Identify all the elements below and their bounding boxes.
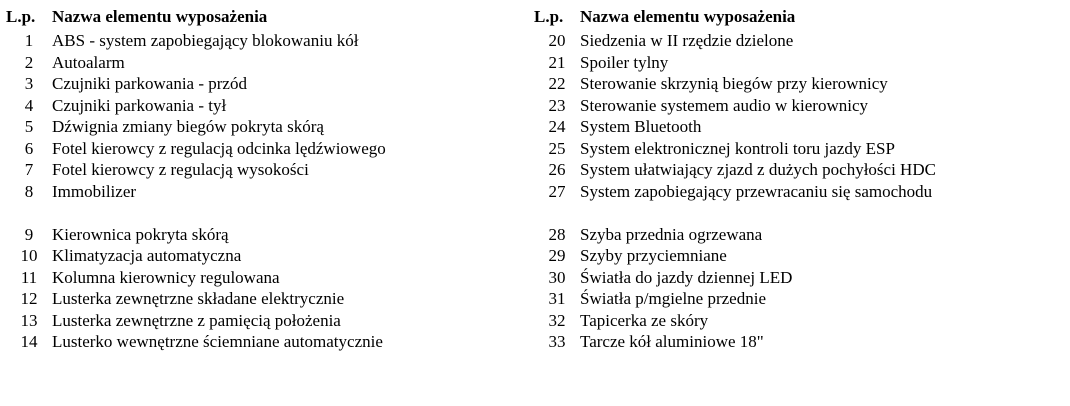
table-row [534, 267, 1064, 289]
name-cell: Sterowanie skrzynią biegów przy kierownicy [580, 74, 888, 93]
lp-cell: 32 [548, 310, 566, 330]
name-cell: Tapicerka ze skóry [580, 310, 709, 330]
name-cell: Lusterko wewnętrzne ściemniane automatycznie [52, 332, 383, 351]
equipment-table-right [534, 6, 1064, 353]
table-row [6, 310, 526, 332]
table-row [6, 288, 526, 310]
table-row [6, 52, 526, 74]
name-cell: Sterowanie systemem audio w kierownicy [580, 95, 868, 115]
name-cell: Światła do jazdy dziennej LED [580, 267, 793, 287]
lp-cell: 25 [548, 138, 566, 158]
lp-header: L.p. [534, 7, 564, 26]
lp-cell: 11 [20, 267, 38, 287]
name-cell: Kolumna kierownicy regulowana [52, 267, 280, 287]
table-row [534, 245, 1064, 267]
table-row [534, 331, 1064, 353]
lp-cell: 10 [20, 246, 38, 265]
lp-cell: 28 [548, 224, 566, 244]
table-row [534, 30, 1064, 52]
lp-cell: 30 [548, 267, 566, 287]
name-cell: Spoiler tylny [580, 52, 669, 72]
lp-cell: 2 [24, 52, 34, 72]
table-header-row [534, 6, 1064, 30]
lp-cell: 8 [24, 181, 34, 201]
table-row [534, 181, 1064, 224]
table-row [534, 224, 1064, 246]
table-row [534, 159, 1064, 181]
lp-cell: 5 [24, 117, 34, 136]
name-cell: Szyba przednia ogrzewana [580, 224, 763, 244]
table-row [6, 159, 526, 181]
lp-cell: 4 [24, 95, 34, 115]
table-row [534, 138, 1064, 160]
name-cell: Fotel kierowcy z regulacją odcinka lędźwiowego [52, 138, 386, 158]
name-cell: Fotel kierowcy z regulacją wysokości [52, 160, 309, 179]
name-cell: Czujniki parkowania - przód [52, 74, 247, 93]
table-row [6, 331, 526, 353]
lp-cell: 33 [548, 332, 566, 351]
lp-cell: 14 [20, 332, 38, 351]
table-row [6, 224, 526, 246]
lp-cell: 3 [24, 74, 34, 93]
name-cell: Lusterka zewnętrzne z pamięcią położenia [52, 310, 341, 330]
lp-cell: 22 [548, 74, 566, 93]
lp-cell: 9 [24, 224, 34, 244]
name-cell: Dźwignia zmiany biegów pokryta skórą [52, 117, 324, 136]
lp-cell: 24 [548, 117, 566, 136]
table-row [534, 52, 1064, 74]
lp-cell: 20 [548, 31, 566, 50]
lp-cell: 6 [24, 138, 34, 158]
lp-cell: 29 [548, 246, 566, 265]
lp-cell: 12 [20, 289, 38, 308]
name-cell: Siedzenia w II rzędzie dzielone [580, 31, 794, 50]
name-cell: Czujniki parkowania - tył [52, 95, 227, 115]
name-cell: Światła p/mgielne przednie [580, 289, 766, 308]
lp-header: L.p. [6, 7, 36, 26]
equipment-table-left [6, 6, 526, 353]
name-cell: Kierownica pokryta skórą [52, 224, 229, 244]
name-cell: ABS - system zapobiegający blokowaniu kół [52, 31, 359, 50]
name-cell: Immobilizer [52, 181, 137, 201]
lp-cell: 1 [24, 31, 34, 50]
table-row [6, 267, 526, 289]
table-row [6, 138, 526, 160]
table-row [6, 245, 526, 267]
name-header: Nazwa elementu wyposażenia [52, 7, 268, 26]
lp-cell: 31 [548, 289, 566, 308]
lp-cell: 21 [548, 52, 566, 72]
table-row [6, 181, 526, 224]
lp-cell: 13 [20, 310, 38, 330]
table-row [6, 116, 526, 138]
table-row [534, 95, 1064, 117]
table-row [534, 288, 1064, 310]
name-cell: System elektronicznej kontroli toru jazdy ESP [580, 138, 895, 158]
name-cell: Autoalarm [52, 52, 125, 72]
table-row [6, 30, 526, 52]
name-cell: System zapobiegający przewracaniu się samochodu [580, 181, 933, 201]
table-row [534, 310, 1064, 332]
name-cell: System Bluetooth [580, 117, 702, 136]
table-row [534, 73, 1064, 95]
lp-cell: 26 [548, 160, 566, 179]
name-header: Nazwa elementu wyposażenia [580, 7, 796, 26]
table-row [6, 95, 526, 117]
lp-cell: 7 [24, 160, 34, 179]
table-header-row [6, 6, 526, 30]
name-cell: Lusterka zewnętrzne składane elektrycznie [52, 289, 345, 308]
table-row [6, 73, 526, 95]
name-cell: System ułatwiający zjazd z dużych pochyłości HDC [580, 160, 936, 179]
name-cell: Tarcze kół aluminiowe 18" [580, 332, 764, 351]
lp-cell: 27 [548, 181, 566, 201]
lp-cell: 23 [548, 95, 566, 115]
name-cell: Klimatyzacja automatyczna [52, 246, 242, 265]
name-cell: Szyby przyciemniane [580, 246, 727, 265]
table-row [534, 116, 1064, 138]
